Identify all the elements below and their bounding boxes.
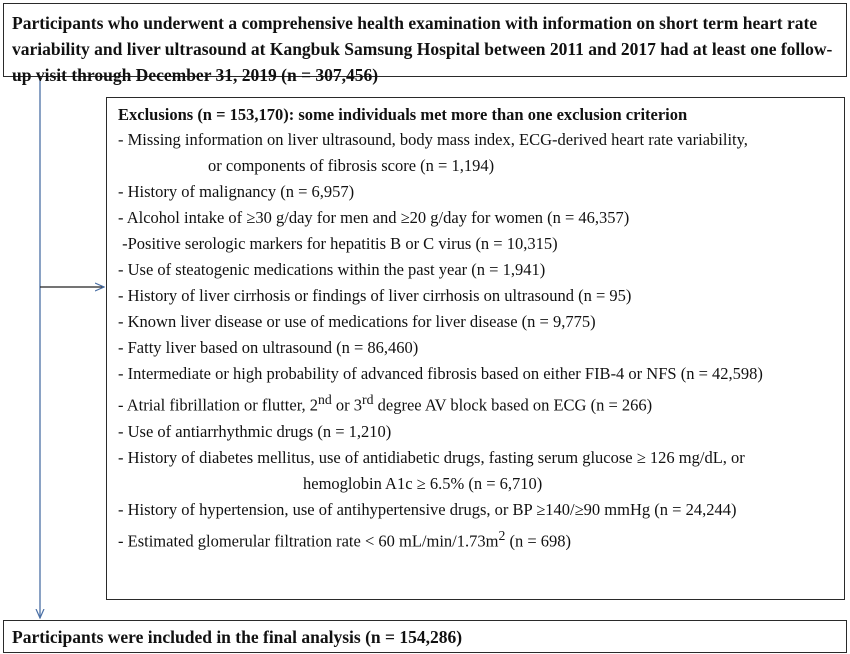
exclusion-item: - History of liver cirrhosis or findings of liver cirrhosis on ultrasound (n = 95) — [118, 286, 632, 305]
exclusion-item: - Fatty liver based on ultrasound (n = 86,460) — [118, 338, 419, 357]
exclusion-item: - Alcohol intake of ≥30 g/day for men and ≥20 g/day for women (n = 46,357) — [118, 208, 630, 227]
exclusion-item: - Estimated glomerular filtration rate < 60 $mL/\min/1.73m^2$ (n = 698) — [118, 527, 572, 550]
exclusion-item: - Atrial fibrillation or flutter, 2nd or 3rd degree AV block based on ECG (n = 266) — [118, 392, 653, 415]
enrolled-participants-box — [3, 3, 847, 85]
exclusion-item: - Missing information on liver ultrasound, body mass index, ECG-derived heart rate variability, or components of fibrosis score (n = 1,194) — [118, 130, 748, 175]
exclusion-item: - Use of steatogenic medications within the past year (n = 1,941) — [118, 260, 546, 279]
exclusions-title: Exclusions (n = 153,170): some individuals met more than one exclusion criterion — [118, 105, 688, 124]
final-analysis-box — [3, 620, 847, 653]
exclusion-item: - Use of antiarrhythmic drugs (n = 1,210) — [118, 421, 392, 441]
exclusion-item: -Positive serologic markers for hepatitis B or C virus (n = 10,315) — [118, 234, 558, 253]
exclusion-item: - History of hypertension, use of antihypertensive drugs, or BP ≥140/≥90 mmHg (n = 24,244) — [118, 499, 737, 519]
exclusion-item: - History of diabetes mellitus, use of antidiabetic drugs, fasting serum glucose ≥ 126 mg/dL, or hemoglobin A1c ≥ 6.5% (n = 6,710) — [118, 447, 745, 493]
enrolled-participants-text: Participants who underwent a comprehensive health examination with information on short term heart rate variability and liver ultrasound at Kangbuk Samsung Hospital between 2011 and 2017 had at least one follow-up visit through December 31, 2019 (n = 307,456) — [12, 13, 833, 85]
exclusion-item: - History of malignancy (n = 6,957) — [118, 182, 355, 201]
exclusion-item: - Known liver disease or use of medications for liver disease (n = 9,775) — [118, 312, 596, 331]
final-analysis-text: Participants were included in the final analysis (n = 154,286) — [12, 627, 463, 647]
exclusions-box — [106, 97, 845, 600]
exclusion-item: - Intermediate or high probability of advanced fibrosis based on either FIB-4 or NFS (n = 42,598) — [118, 364, 763, 383]
